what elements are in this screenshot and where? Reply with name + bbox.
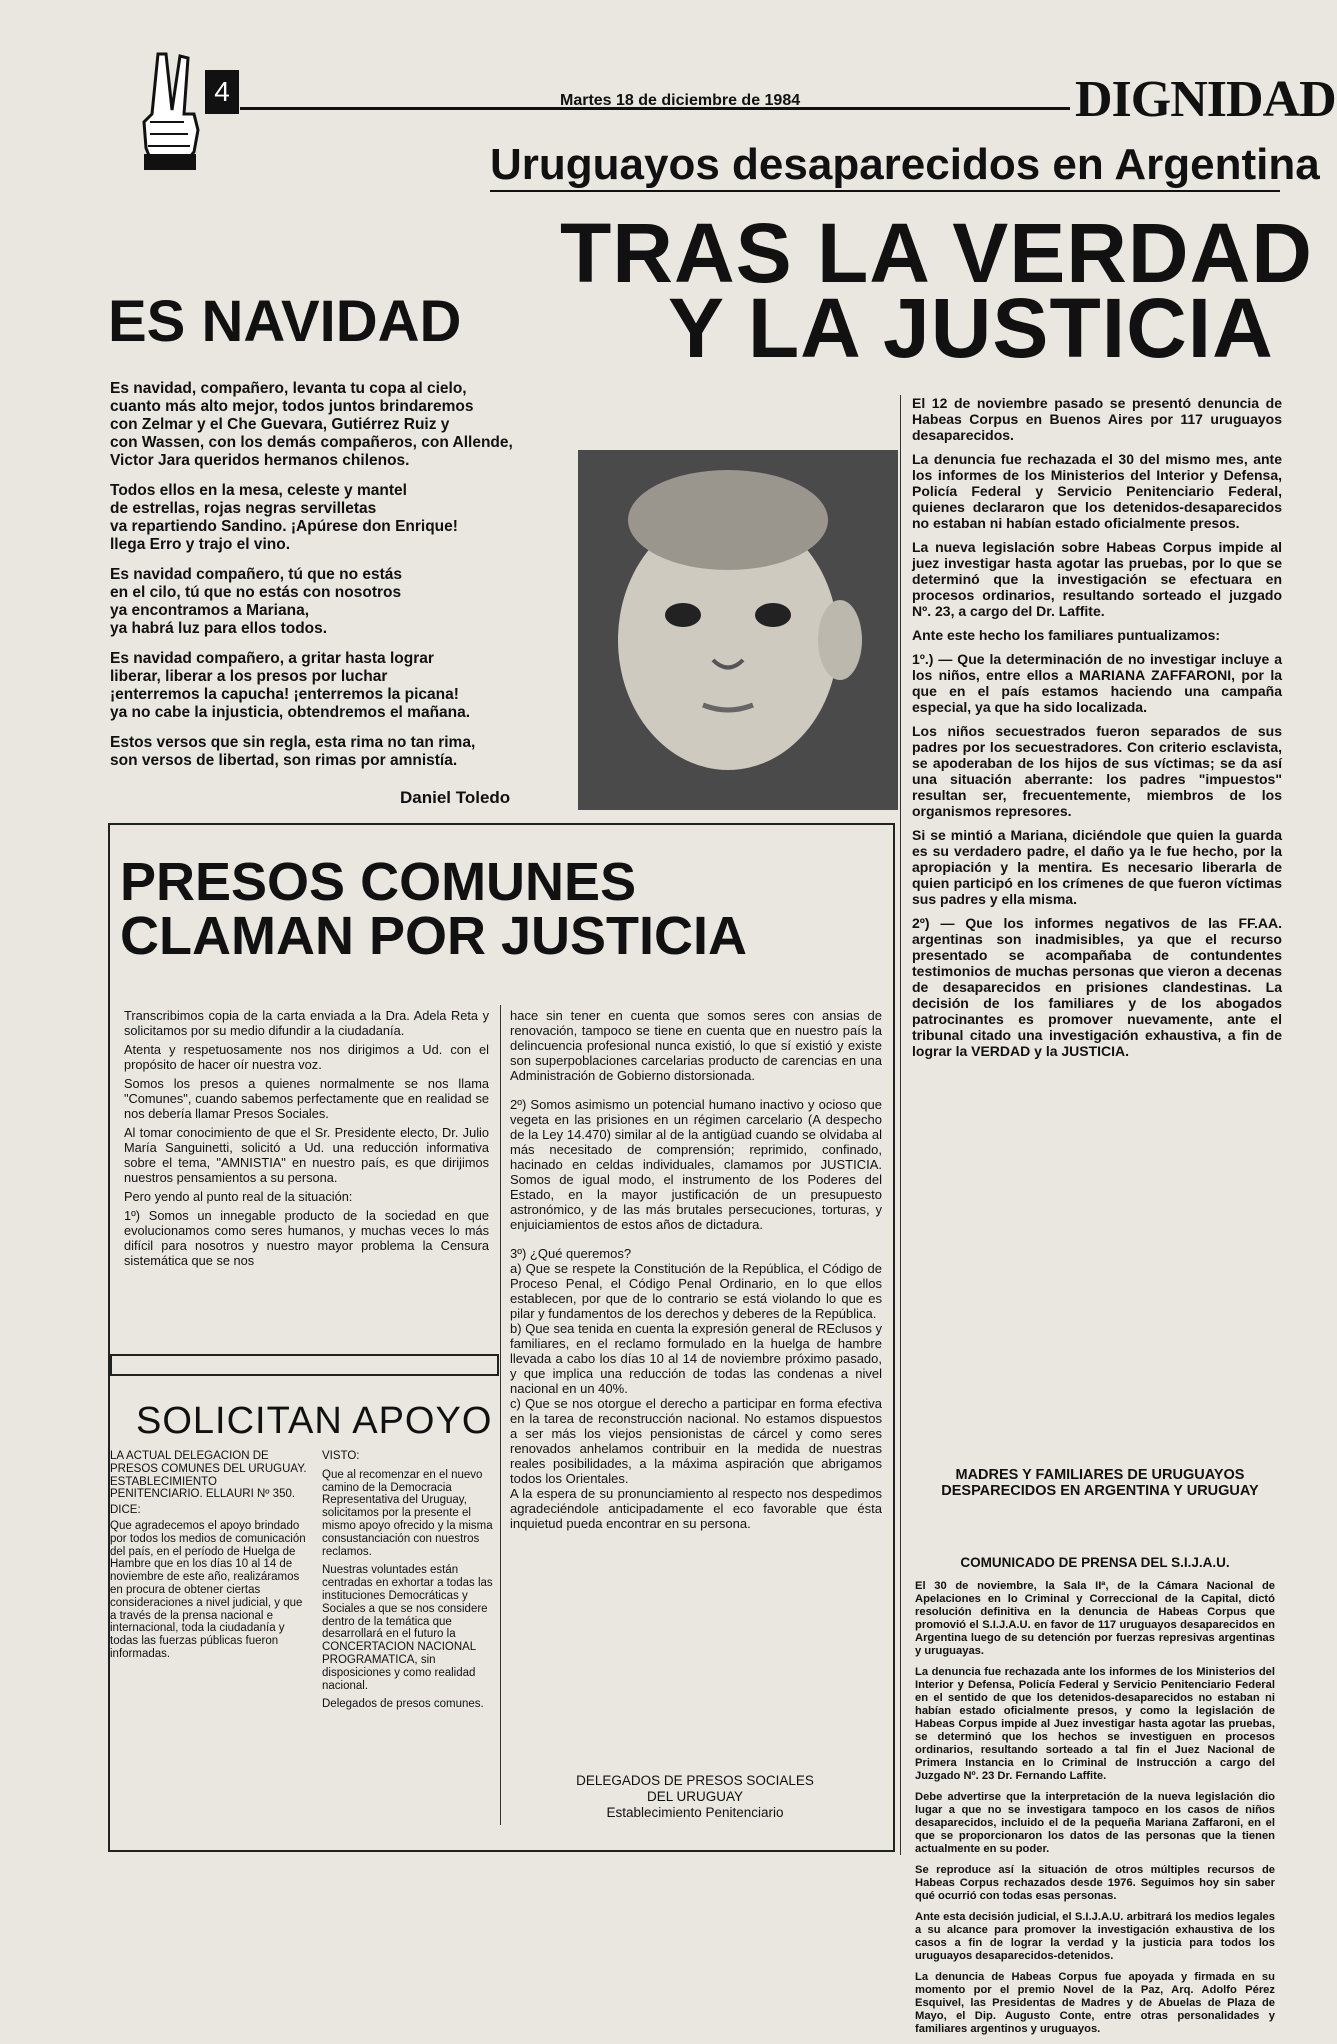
poem-stanza: Todos ellos en la mesa, celeste y mantel de estrellas, rojas negras servilletas va repartiendo Sandino. ¡Apúrese don Enrique! llega Erro y trajo el vino.	[110, 482, 458, 553]
article-paragraph: La nueva legislación sobre Habeas Corpus impide al juez investigar hasta agotar las pruebas, por lo que se determinó que la investigación se efectuara en procesos ordinarios, resultando sorteado el juzgado Nº. 23, a cargo del Dr. Laffite.	[912, 539, 1282, 619]
poem-stanza: Es navidad compañero, tú que no estás en el cilo, tú que no estás con nosotros ya encontramos a Mariana, ya habrá luz para ellos todos.	[110, 566, 402, 637]
article-paragraph: El 12 de noviembre pasado se presentó denuncia de Habeas Corpus en Buenos Aires por 117 uruguayos desaparecidos.	[912, 395, 1282, 443]
presos-paragraph: 2º) Somos asimismo un potencial humano inactivo y ocioso que vegeta en las prisiones en un régimen carcelario (A despecho de la Ley 14.470) similar al de la antigüad cuando se olvidaba al más necesitado de comprensión; reprimido, confinado, hacinado en celdas individuales, clamamos por JUSTICIA. Somos de igual modo, el instrumento de los Poderes del Estado, en la mayor justificación de un presupuesto astronómico, y de las más brutales persecuciones, torturas, y enjuiciamientos de estos años de dictadura.	[510, 1097, 882, 1232]
issue-date: Martes 18 de diciembre de 1984	[560, 92, 801, 109]
presos-paragraph: 1º) Somos un innegable producto de la sociedad en que evolucionamos como seres humanos, y muchas veces lo más difícil para nosotros y nuestro mayor problema la Censura sistemática que se nos	[124, 1208, 489, 1268]
poem-author: Daniel Toledo	[400, 788, 511, 807]
presos-column-divider	[500, 1005, 501, 1825]
child-photo	[578, 450, 898, 810]
communique-paragraph: El 30 de noviembre, la Sala IIª, de la Cámara Nacional de Apelaciones en lo Criminal y Correccional de la Capital, dictó resolución definitiva en la denuncia de Habeas Corpus que promovió el S.I.J.A.U. en favor de 117 uruguayos desaparecidos en Argentina luego de su detención por fuerzas represivas argentinas y uruguayas.	[915, 1580, 1275, 1657]
apoyo-paragraph: VISTO:	[322, 1450, 360, 1462]
presos-paragraph: 3º) ¿Qué queremos? a) Que se respete la Constitución de la República, el Código de Proceso Penal, el Código Penal Ordinario, en lo que ellos establecen, por que de lo contrario se está violando lo que es pilar y fundamentos de los derechos y deberes de la República. b) Que sea tenida en cuenta la expresión general de REclusos y familiares, en el reclamo formulado en la huelga de hambre llevada a cabo los días 10 al 14 de noviembre próximo pasado, y que implica una reducción de todas las condenas a nivel nacional en un 40%. c) Que se nos otorgue el derecho a participar en forma efectiva en la tarea de reconstrucción nacional. No estamos dispuestos a ser más los viejos pensionistas de cárcel y como seres renovados anhelamos contribuir en la medida de nuestras reales posibilidades, a la máxima aspiración que abrigamos todos los Orientales. A la espera de su pronunciamiento al respecto nos despedimos agradeciéndole anticipadamente el eco favorable que ésta inquietud pueda encontrar en su persona.	[510, 1246, 882, 1531]
communique-paragraph: La denuncia de Habeas Corpus fue apoyada y firmada en su momento por el premio Novel de la Paz, Arq. Adolfo Pérez Esquivel, las Presidentas de Madres y de Abuelas de Plaza de Mayo, el Dip. Augusto Conte, entre otras personalidades y familiares argentinos y uruguayos.	[915, 1971, 1275, 2035]
apoyo-paragraph: Nuestras voluntades están centradas en exhortar a todas las instituciones Democráticas y Sociales a que se nos considere dentro de la temática que desarrollará en el futuro la CONCERTACION NACIONAL PROGRAMATICA, sin disposiciones y como realidad nacional.	[322, 1564, 493, 1692]
kicker-rule	[490, 190, 1280, 192]
presos-paragraph: Somos los presos a quienes normalmente se nos llama "Comunes", cuando sabemos perfectamente que en realidad se nos debería llamar Presos Sociales.	[124, 1076, 489, 1121]
apoyo-paragraph: LA ACTUAL DELEGACION DE PRESOS COMUNES DEL URUGUAY. ESTABLECIMIENTO PENITENCIARIO. ELLAURI Nº 350.	[110, 1450, 307, 1501]
presos-paragraph: Transcribimos copia de la carta enviada a la Dra. Adela Reta y solicitamos por su medio difundir a la ciudadanía.	[124, 1008, 489, 1038]
apoyo-headline: SOLICITAN APOYO	[136, 1400, 493, 1442]
communique-paragraph: Ante esta decisión judicial, el S.I.J.A.U. arbitrará los medios legales a su alcance para promover la investigación exhaustiva de los casos a fin de lograr la verdad y la justicia para todos los uruguayos desaparecidos-detenidos.	[915, 1911, 1275, 1962]
apoyo-paragraph: Que agradecemos el apoyo brindado por todos los medios de comunicación del país, en el período de Huelga de Hambre que en los días 10 al 14 de noviembre de este año, realizáramos en procura de obtener ciertas consideraciones a nivel judicial, y que a través de la prensa nacional e internacional, toda la ciudadanía y todas las fuerzas públicas fueron informadas.	[110, 1519, 306, 1660]
presos-headline-line-2: CLAMAN POR JUSTICIA	[120, 906, 748, 966]
presos-column-b	[510, 1008, 882, 1545]
page-number: 4	[205, 70, 239, 114]
article-paragraph: Si se mintió a Mariana, diciéndole que quien la guarda es su verdadero padre, el daño ya le fue hecho, por la apropiación y la mentira. Es necesario liberarla de quien participó en los crímenes de que fueron víctimas sus padres y ella misma.	[912, 827, 1282, 907]
communique-body	[915, 1580, 1275, 2044]
article-paragraph: 2º) — Que los informes negativos de las FF.AA. argentinas son inadmisibles, ya que el recurso presentado se acompañaba de contundentes testimonios de muchas personas que vieron a decenas de desaparecidos en prisiones clandestinas. La decisión de los familiares y de los abogados patrocinantes es promover nuevamente, ante el tribunal citado una investigación exhaustiva, a fin de lograr la VERDAD y la JUSTICIA.	[912, 915, 1282, 1059]
article-paragraph: 1º.) — Que la determinación de no investigar incluye a los niños, entre ellos a MARIANA ZAFFARONI, por la que en el país estamos haciendo una campaña especial, ya que ha sido localizada.	[912, 651, 1282, 715]
masthead: DIGNIDAD	[1075, 71, 1336, 128]
poem-stanza: Estos versos que sin regla, esta rima no tan rima, son versos de libertad, son rimas por amnistía.	[110, 734, 476, 769]
communique-paragraph: Debe advertirse que la interpretación de la nueva legislación dio lugar a que no se investigara tampoco en los casos de niños desaparecidos, incluido el de la pequeña Mariana Zaffaroni, en el que se proporcionaron los datos de las personas que la tienen actualmente en su poder.	[915, 1791, 1275, 1855]
presos-paragraph: hace sin tener en cuenta que somos seres con ansias de renovación, tampoco se tiene en cuenta que en nuestro país la delincuencia profesional nunca existió, lo que sí existió y existe son superpoblaciones carcelarias producto de carencias en una Administración de Gobierno distorsionada.	[510, 1008, 882, 1083]
poem-body	[110, 380, 580, 782]
presos-headline-line-1: PRESOS COMUNES	[120, 852, 637, 912]
column-divider	[900, 395, 901, 1855]
presos-signature: DELEGADOS DE PRESOS SOCIALES DEL URUGUAY Establecimiento Penitenciario	[576, 1773, 814, 1820]
poem-stanza: Es navidad compañero, a gritar hasta lograr liberar, liberar a los presos por luchar ¡enterremos la capucha! ¡enterremos la picana! ya no cabe la injusticia, obtendremos el mañana.	[110, 650, 471, 721]
presos-column-a	[124, 1008, 489, 1272]
main-article-body	[912, 395, 1282, 1067]
article-paragraph: La denuncia fue rechazada el 30 del mismo mes, ante los informes de los Ministerios del Interior y Defensa, Policía Federal y Servicio Penitenciario Federal, quienes declararon que los detenidos-desaparecidos no estaban ni habían estado oficialmente presos.	[912, 451, 1282, 531]
article-paragraph: Ante este hecho los familiares puntualizamos:	[912, 627, 1221, 643]
communique-title: COMUNICADO DE PRENSA DEL S.I.J.A.U.	[960, 1555, 1230, 1570]
apoyo-rule-box	[110, 1354, 499, 1376]
communique-paragraph: La denuncia fue rechazada ante los informes de los Ministerios del Interior y Defensa, Policía Federal y Servicio Penitenciario Federal en el sentido de que los detenidos-desaparecidos no estaban ni habían estado oficialmente presos, y como la legislación de Habeas Corpus impide al Juez investigar hasta agotar las pruebas, se determinó que los hechos se investiguen en procesos ordinarios, resultando sorteado a tal fin el Juez Nacional de Primera Instancia en lo Criminal de Instrucción a cargo del Juzgado Nº. 23 Dr. Fernando Laffite.	[915, 1666, 1275, 1782]
apoyo-right-column	[322, 1450, 500, 1717]
presos-paragraph: Atenta y respetuosamente nos nos dirigimos a Ud. con el propósito de hacer oír nuestra voz.	[124, 1042, 489, 1072]
apoyo-paragraph: DICE:	[110, 1504, 141, 1517]
presos-paragraph: Al tomar conocimiento de que el Sr. Presidente electo, Dr. Julio María Sanguinetti, solicitó a Ud. una reducción informativa sobre el tema, "AMNISTIA" en nuestro país, es que dirijimos nuestros pensamientos a su persona.	[124, 1125, 489, 1185]
presos-headline	[120, 852, 748, 966]
communique-paragraph: Se reproduce así la situación de otros múltiples recursos de Habeas Corpus rechazados desde 1976. Seguimos hoy sin saber qué ocurrió con todas esas personas.	[915, 1864, 1275, 1902]
article-paragraph: Los niños secuestrados fueron separados de sus padres por los secuestradores. Con criterio esclavista, se apoderaban de los hijos de sus víctimas; se da así una situación aberrante: los padres "impuestos" resultan ser, frecuentemente, miembros de los organismos represores.	[912, 723, 1282, 819]
apoyo-left-column	[110, 1450, 310, 1664]
poem-title: ES NAVIDAD	[108, 289, 462, 354]
presos-paragraph: Pero yendo al punto real de la situación:	[124, 1189, 353, 1204]
apoyo-paragraph: Delegados de presos comunes.	[322, 1698, 484, 1711]
headline-line-2: Y LA JUSTICIA	[668, 281, 1274, 375]
poem-stanza: Es navidad, compañero, levanta tu copa al cielo, cuanto más alto mejor, todos juntos brindaremos con Zelmar y el Che Guevara, Gutiérrez Ruiz y con Wassen, con los demás compañeros, con Allende, Victor Jara queridos hermanos chilenos.	[110, 380, 513, 469]
headline-line-1: TRAS LA VERDAD	[560, 206, 1313, 300]
apoyo-paragraph: Que al recomenzar en el nuevo camino de la Democracia Representativa del Uruguay, solicitamos por la presente el mismo apoyo ofrecido y la misma consustanciación con nuestros reclamos.	[322, 1468, 493, 1558]
article-signature: MADRES Y FAMILIARES DE URUGUAYOS DESPARECIDOS EN ARGENTINA Y URUGUAY	[941, 1467, 1259, 1499]
article-kicker: Uruguayos desaparecidos en Argentina	[490, 140, 1320, 189]
